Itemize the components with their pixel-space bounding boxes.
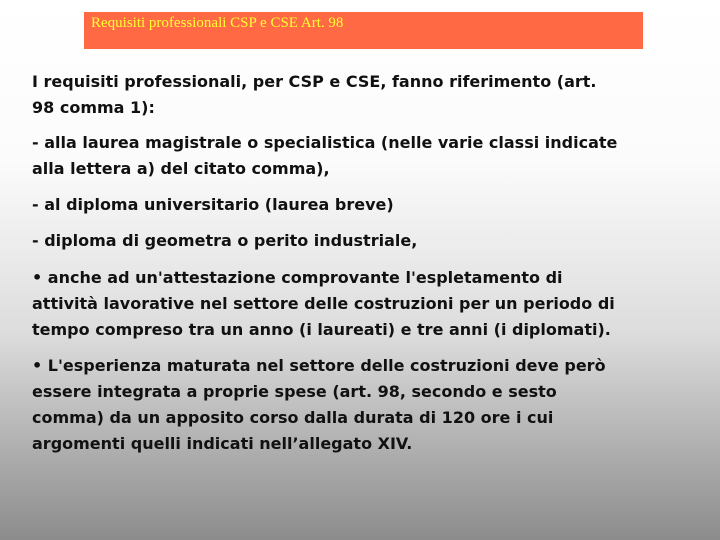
slide-title-bar (84, 12, 643, 49)
paragraph-diploma-geometra: - diploma di geometra o perito industriale, (32, 231, 418, 250)
slide-body (32, 69, 702, 457)
paragraph-intro: I requisiti professionali, per CSP e CSE, fanno riferimento (art. 98 comma 1): (32, 72, 597, 117)
paragraph-diploma-universitario: - al diploma universitario (laurea breve) (32, 195, 394, 214)
slide-title: Requisiti professionali CSP e CSE Art. 98 (91, 15, 344, 31)
paragraph-esperienza: • L'esperienza maturata nel settore delle costruzioni deve però essere integrata a proprie spese (art. 98, secondo e sesto comma) da un apposito corso dalla durata di 120 ore i cui argomenti quelli indicati nell’allegato XIV. (32, 356, 606, 453)
paragraph-attestazione: • anche ad un'attestazione comprovante l'espletamento di attività lavorative nel settore delle costruzioni per un periodo di tempo compreso tra un anno (i laureati) e tre anni (i diplomati). (32, 268, 615, 339)
paragraph-laurea-magistrale: - alla laurea magistrale o specialistica (nelle varie classi indicate alla lettera a) del citato comma), (32, 133, 618, 178)
